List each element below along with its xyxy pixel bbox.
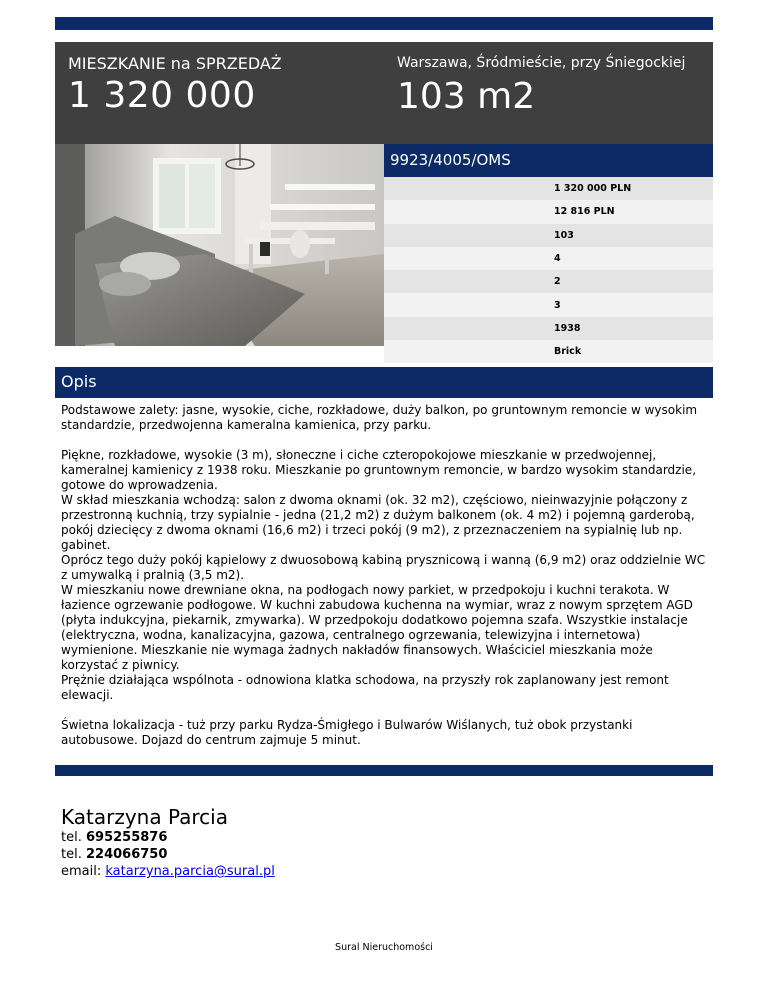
area: 103 m2 [397, 76, 536, 117]
spec-row: 1 320 000 PLN [384, 177, 713, 200]
phone-line-2 [61, 846, 275, 863]
top-accent-bar [55, 17, 713, 30]
description-body [61, 403, 707, 763]
spec-row: 1938 [384, 317, 713, 340]
spec-row: 2 [384, 270, 713, 293]
tel-label: tel. [61, 847, 82, 862]
email-line [61, 863, 275, 880]
spec-row: 4 [384, 247, 713, 270]
agent-contact [61, 805, 275, 880]
reference-number: 9923/4005/OMS [390, 151, 511, 169]
reference-bar [384, 144, 713, 177]
spec-row: Brick [384, 340, 713, 363]
email-label: email: [61, 864, 102, 879]
phone-number: 695255876 [85, 830, 168, 845]
spec-row: 3 [384, 293, 713, 316]
property-photo [55, 144, 384, 346]
tel-label: tel. [61, 830, 82, 845]
spec-row: 103 [384, 224, 713, 247]
description-paragraph: Piękne, rozkładowe, wysokie (3 m), słoneczne i ciche czteropokojowe mieszkanie w przedwojennej, kameralnej kamienicy z 1938 roku. Mieszkanie po gruntownym remoncie, w bardzo wysokim standardzie, gotowe do wprowadzenia. W skład mieszkania wchodzą: salon z dwoma oknami (ok. 32 m2), częściowo, nieinwazyjnie połączony z przestronną kuchnią, trzy sypialnie - jedna (21,2 m2) z dużym balkonem (ok. 4 m2) i pojemną garderobą, pokój dziecięcy z dwoma oknami (16,6 m2) i trzeci pokój (9 m2), z przeznaczeniem na sypialnię lub np. gabinet. Oprócz tego duży pokój kąpielowy z dwuosobową kabiną prysznicową i wanną (6,9 m2) oraz oddzielnie WC z umywalką i pralnią (3,5 m2). W mieszkaniu nowe drewniane okna, na podłogach nowy parkiet, w przedpokoju i kuchni terakota. W łazience ogrzewanie podłogowe. W kuchni zabudowa kuchenna na wymiar, wraz z nowym sprzętem AGD (płyta indukcyjna, piekarnik, zmywarka). W przedpokoju dodatkowo pojemna szafa. Wszystkie instalacje (elektryczna, wodna, kanalizacyjna, gazowa, centralnego ogrzewania, telewizyjna i internetowa) wymienione. Mieszkanie nie wymaga żadnych nakładów finansowych. Właściciel mieszkania może korzystać z piwnicy. Prężnie działająca wspólnota - odnowiona klatka schodowa, na przyszły rok zaplanowany jest remont elewacji. [61, 448, 706, 702]
email-link[interactable]: katarzyna.parcia@sural.pl [105, 864, 275, 879]
phone-number: 224066750 [85, 847, 168, 862]
spec-table [384, 177, 713, 363]
description-paragraph: Podstawowe zalety: jasne, wysokie, ciche, rozkładowe, duży balkon, po gruntownym remoncie w wysokim standardzie, przedwojenna kameralna kamienica, przy parku. [61, 403, 698, 432]
section-title: Opis [61, 372, 97, 391]
phone-line-1 [61, 829, 275, 846]
price: 1 320 000 [68, 75, 256, 116]
spec-row: 12 816 PLN [384, 200, 713, 223]
description-paragraph: Świetna lokalizacja - tuż przy parku Rydza-Śmigłego i Bulwarów Wiślanych, tuż obok przystanki autobusowe. Dojazd do centrum zajmuje 5 minut. [61, 718, 633, 747]
footer-company: Sural Nieruchomości [335, 942, 433, 953]
offer-type: MIESZKANIE na SPRZEDAŻ [68, 54, 282, 73]
listing-header [55, 42, 713, 144]
header-right [397, 54, 697, 117]
header-left [68, 54, 282, 116]
description-header [55, 367, 713, 398]
agent-name: Katarzyna Parcia [61, 805, 228, 829]
location: Warszawa, Śródmieście, przy Śniegockiej [397, 55, 686, 71]
bottom-accent-bar [55, 765, 713, 776]
